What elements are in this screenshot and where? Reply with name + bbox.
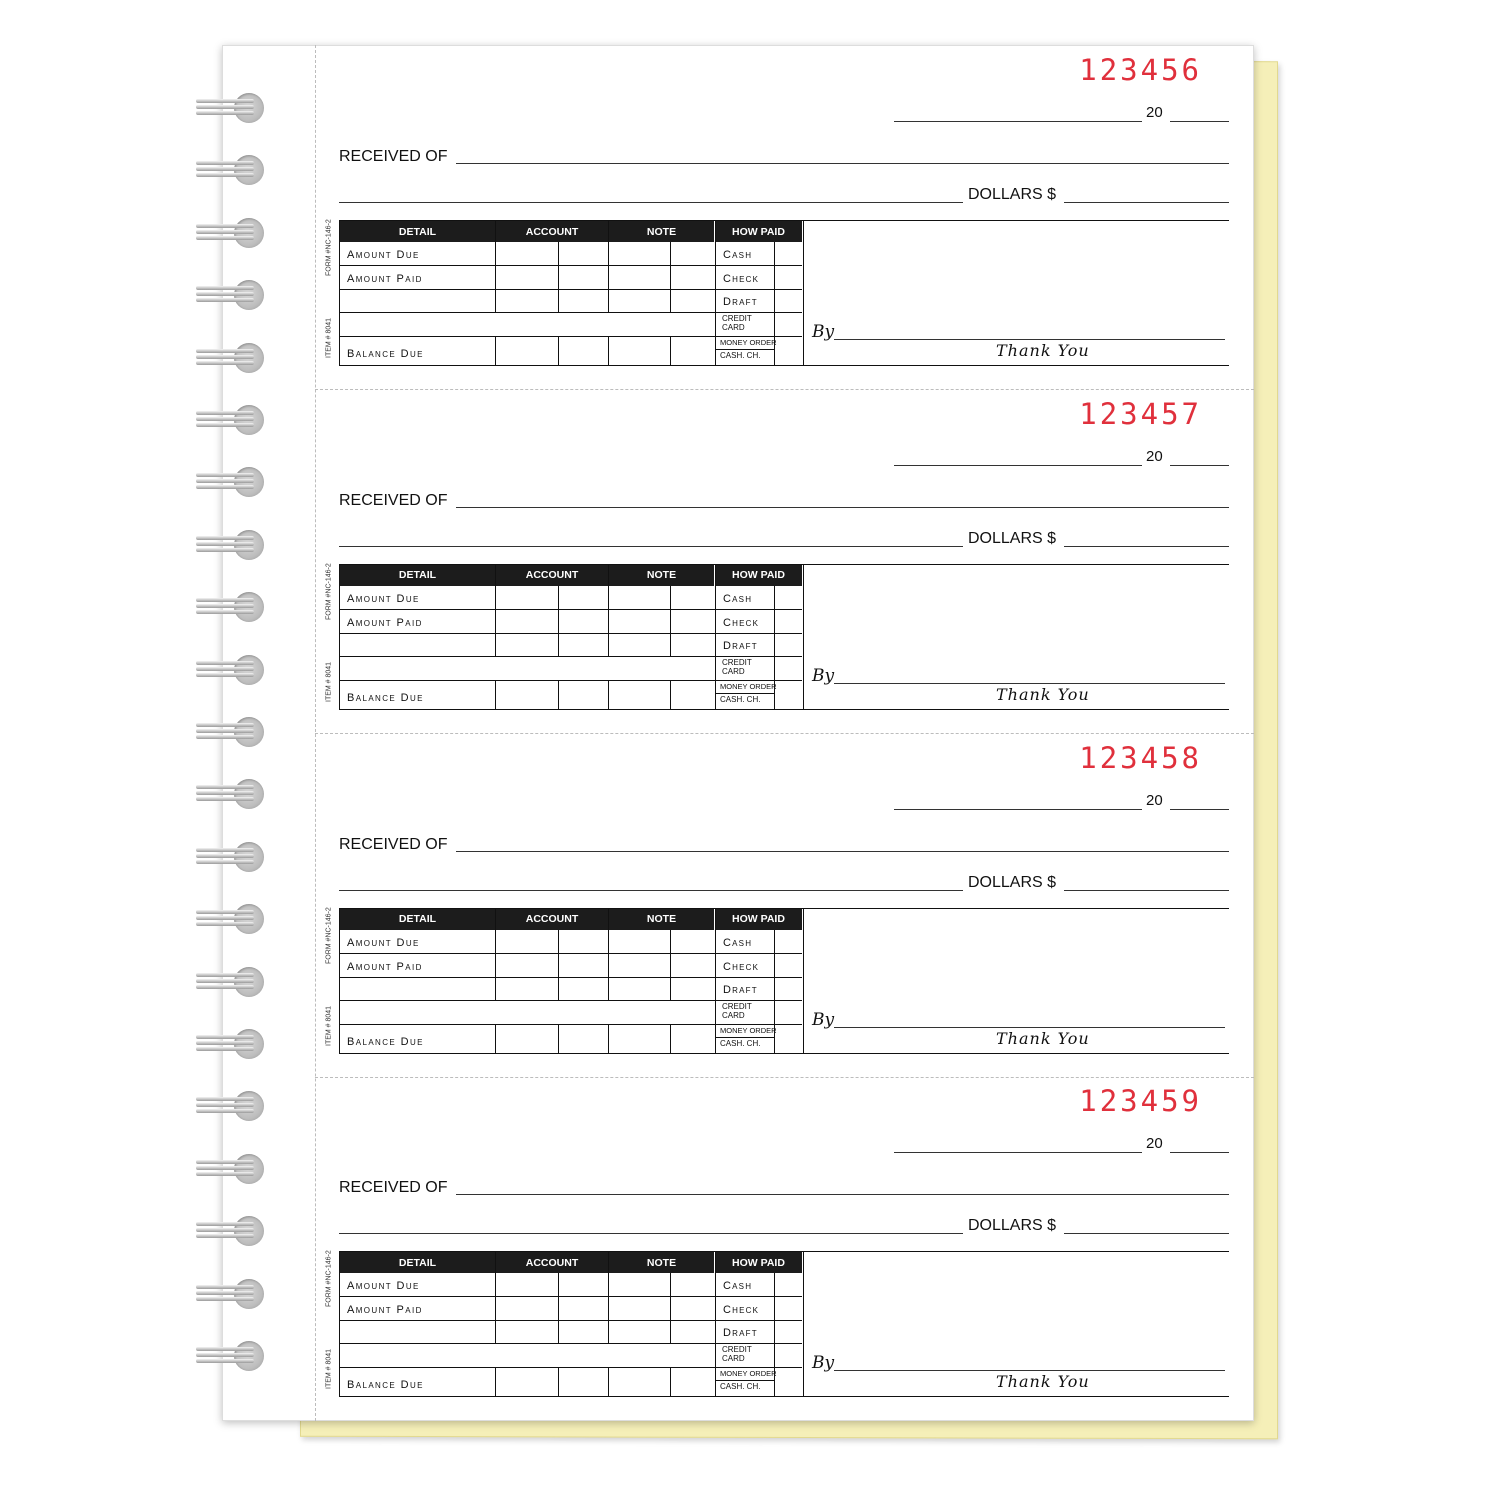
- note-header: NOTE: [609, 221, 714, 242]
- credit-card-label: CREDIT CARD: [722, 314, 752, 332]
- credit-card-label: CREDIT CARD: [722, 657, 752, 676]
- note-header: NOTE: [609, 565, 714, 586]
- receipt-number: 123456: [1079, 53, 1202, 87]
- detail-header: DETAIL: [340, 909, 495, 930]
- form-code: FORM #NC-146-2: [325, 563, 333, 621]
- cash-label: Cash: [723, 1280, 753, 1293]
- amount-due-label: Amount Due: [347, 592, 420, 605]
- thank-you-text: Thank You: [996, 1028, 1090, 1048]
- received-of-label: RECEIVED OF: [339, 148, 448, 165]
- spiral-coil: [196, 1027, 270, 1061]
- item-code: ITEM # 8041: [325, 1349, 333, 1390]
- amount-due-label: Amount Due: [347, 1280, 420, 1293]
- detail-header: DETAIL: [340, 1252, 495, 1273]
- received-of-field[interactable]: [456, 1194, 1229, 1195]
- spiral-coil: [196, 1277, 270, 1311]
- year-field[interactable]: [1170, 465, 1229, 466]
- receipt: [316, 46, 1254, 389]
- check-label: Check: [723, 1304, 760, 1317]
- spiral-coil: [196, 840, 270, 874]
- receipt-number: 123457: [1079, 396, 1202, 431]
- amount-in-words-field[interactable]: [339, 1233, 963, 1234]
- received-of-label: RECEIVED OF: [339, 835, 448, 853]
- spiral-coil: [196, 715, 270, 749]
- dollars-amount-field[interactable]: [1064, 1233, 1229, 1234]
- signature-field[interactable]: [834, 683, 1225, 684]
- spiral-coil: [196, 528, 270, 562]
- by-label: By: [812, 1009, 835, 1030]
- draft-label: Draft: [723, 1327, 758, 1340]
- how-paid-header: HOW PAID: [715, 909, 802, 930]
- spiral-coil: [196, 653, 270, 687]
- cash-label: Cash: [723, 936, 753, 949]
- received-of-field[interactable]: [456, 507, 1229, 508]
- receipt: [316, 734, 1254, 1077]
- spiral-coil: [196, 216, 270, 250]
- year-prefix: 20: [1146, 447, 1163, 465]
- year-prefix: 20: [1146, 104, 1163, 121]
- spiral-coil: [196, 278, 270, 312]
- money-order-label: MONEY ORDER: [720, 338, 777, 347]
- year-prefix: 20: [1146, 1135, 1163, 1153]
- credit-card-label: CREDIT CARD: [722, 1001, 752, 1020]
- check-label: Check: [723, 616, 760, 629]
- dollars-amount-field[interactable]: [1064, 202, 1229, 203]
- money-order-label: MONEY ORDER: [720, 681, 777, 691]
- amount-paid-label: Amount Paid: [347, 960, 423, 973]
- signature-field[interactable]: [834, 1370, 1225, 1371]
- amount-in-words-field[interactable]: [339, 202, 963, 203]
- date-field[interactable]: [894, 1152, 1142, 1153]
- amount-paid-label: Amount Paid: [347, 616, 423, 629]
- receipt: [316, 1077, 1254, 1420]
- balance-due-label: Balance Due: [347, 348, 424, 360]
- spiral-coil: [196, 590, 270, 624]
- payment-table: [339, 220, 804, 366]
- signature-field[interactable]: [834, 339, 1225, 340]
- received-of-label: RECEIVED OF: [339, 491, 448, 509]
- form-code: FORM #NC-146-2: [325, 907, 333, 964]
- form-code: FORM #NC-146-2: [325, 1251, 333, 1308]
- spiral-coil: [196, 1152, 270, 1186]
- receipt-number: 123459: [1079, 1084, 1202, 1119]
- payment-table: [339, 908, 804, 1054]
- spiral-coil: [196, 777, 270, 811]
- item-code: ITEM # 8041: [325, 1005, 333, 1046]
- amount-in-words-field[interactable]: [339, 890, 963, 891]
- payment-table: [339, 1251, 804, 1397]
- balance-due-label: Balance Due: [347, 1035, 424, 1048]
- dollars-amount-field[interactable]: [1064, 546, 1229, 547]
- cash-ch-label: CASH. CH.: [720, 694, 761, 704]
- date-field[interactable]: [894, 121, 1142, 122]
- cash-ch-label: CASH. CH.: [720, 351, 761, 360]
- note-header: NOTE: [609, 1252, 714, 1273]
- dollars-label: DOLLARS $: [968, 529, 1057, 547]
- how-paid-header: HOW PAID: [715, 1252, 802, 1273]
- draft-label: Draft: [723, 639, 758, 652]
- dollars-label: DOLLARS $: [968, 1217, 1057, 1235]
- spiral-coil: [196, 465, 270, 499]
- year-field[interactable]: [1170, 1152, 1229, 1153]
- form-code: FORM #NC-146-2: [325, 219, 333, 277]
- dollars-label: DOLLARS $: [968, 873, 1057, 891]
- spiral-coil: [196, 1089, 270, 1123]
- by-label: By: [812, 1353, 835, 1374]
- account-header: ACCOUNT: [496, 565, 608, 586]
- year-field[interactable]: [1170, 121, 1229, 122]
- cash-ch-label: CASH. CH.: [720, 1382, 761, 1392]
- year-prefix: 20: [1146, 791, 1163, 809]
- cash-label: Cash: [723, 592, 753, 605]
- cash-ch-label: CASH. CH.: [720, 1038, 761, 1048]
- spiral-coil: [196, 1214, 270, 1248]
- money-order-label: MONEY ORDER: [720, 1369, 777, 1379]
- payment-table: [339, 564, 804, 710]
- amount-in-words-field[interactable]: [339, 546, 963, 547]
- thank-you-text: Thank You: [996, 684, 1090, 704]
- receipt-number: 123458: [1079, 740, 1202, 775]
- dollars-label: DOLLARS $: [968, 186, 1057, 203]
- balance-due-label: Balance Due: [347, 1379, 424, 1392]
- amount-paid-label: Amount Paid: [347, 273, 423, 285]
- spiral-coil: [196, 902, 270, 936]
- detail-header: DETAIL: [340, 221, 495, 242]
- spiral-coil: [196, 91, 270, 125]
- note-header: NOTE: [609, 909, 714, 930]
- by-label: By: [812, 665, 835, 686]
- spiral-coil: [196, 1339, 270, 1373]
- received-of-field[interactable]: [456, 851, 1229, 852]
- spiral-coil: [196, 965, 270, 999]
- balance-due-label: Balance Due: [347, 691, 424, 704]
- credit-card-label: CREDIT CARD: [722, 1345, 752, 1364]
- how-paid-header: HOW PAID: [715, 565, 802, 586]
- account-header: ACCOUNT: [496, 1252, 608, 1273]
- receipt: [316, 390, 1254, 733]
- by-label: By: [812, 322, 835, 342]
- account-header: ACCOUNT: [496, 909, 608, 930]
- dollars-amount-field[interactable]: [1064, 890, 1229, 891]
- year-field[interactable]: [1170, 809, 1229, 810]
- date-field[interactable]: [894, 465, 1142, 466]
- account-header: ACCOUNT: [496, 221, 608, 242]
- item-code: ITEM # 8041: [325, 317, 333, 359]
- amount-due-label: Amount Due: [347, 936, 420, 949]
- spiral-coil: [196, 153, 270, 187]
- check-label: Check: [723, 273, 760, 285]
- amount-paid-label: Amount Paid: [347, 1304, 423, 1317]
- item-code: ITEM # 8041: [325, 661, 333, 702]
- draft-label: Draft: [723, 296, 758, 308]
- how-paid-header: HOW PAID: [715, 221, 802, 242]
- signature-field[interactable]: [834, 1027, 1225, 1028]
- received-of-label: RECEIVED OF: [339, 1179, 448, 1197]
- check-label: Check: [723, 960, 760, 973]
- spiral-coil: [196, 403, 270, 437]
- date-field[interactable]: [894, 809, 1142, 810]
- amount-due-label: Amount Due: [347, 249, 420, 261]
- spiral-coil: [196, 341, 270, 375]
- money-order-label: MONEY ORDER: [720, 1025, 777, 1035]
- thank-you-text: Thank You: [996, 341, 1090, 360]
- detail-header: DETAIL: [340, 565, 495, 586]
- thank-you-text: Thank You: [996, 1372, 1090, 1392]
- cash-label: Cash: [723, 249, 753, 261]
- received-of-field[interactable]: [456, 163, 1229, 164]
- draft-label: Draft: [723, 983, 758, 996]
